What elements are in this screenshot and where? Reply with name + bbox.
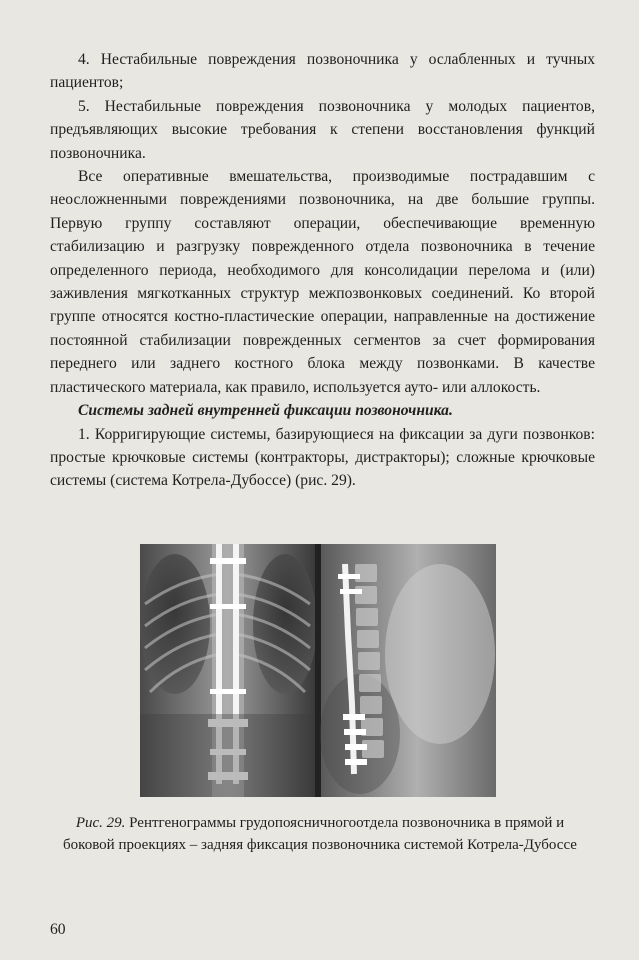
xray-image bbox=[140, 544, 496, 797]
lateral-radiograph bbox=[320, 544, 496, 797]
body-paragraph: Все оперативные вмешательства, производимые пострадавшим с неосложненными повреждениями позвоночника, на две большие группы. Первую группу составляют операции, обеспечивающие временную стабилизацию и разгрузку поврежденного отдела позвоночника в течение определенного периода, необходимого для консолидации перелома и (или) заживления мягкотканных структур межпозвонковых соединений. Ко второй группе относятся костно-пластические операции, направленные на достижение постоянной стабилизации поврежденных сегментов за счет формирования переднего или заднего костного блока между позвонками. В качестве пластического материала, как правило, используется ауто- или аллокость. bbox=[50, 168, 595, 396]
section-heading: Системы задней внутренней фиксации позвоночника. bbox=[78, 402, 453, 420]
xray-figure bbox=[140, 544, 496, 797]
figure-caption-text: Рентгенограммы грудопоясничногоотдела позвоночника в прямой и боковой проекциях – задняя фиксация позвоночника системой Котрела-Дубоссе bbox=[63, 815, 577, 853]
section-paragraph: 1. Корригирующие системы, базирующиеся на фиксации за дуги позвонков: простые крючковые системы (контракторы, дистракторы); сложные крючковые системы (система Котрела-Дубоссе) (рис. 29). bbox=[50, 425, 595, 490]
body-text bbox=[50, 48, 595, 493]
list-item-4: 4. Нестабильные повреждения позвоночника у ослабленных и тучных пациентов; bbox=[50, 51, 595, 92]
figure-caption bbox=[60, 812, 580, 856]
ap-radiograph bbox=[140, 544, 317, 797]
page-number: 60 bbox=[50, 921, 66, 938]
list-item-5: 5. Нестабильные повреждения позвоночника у молодых пациентов, предъявляющих высокие требования к степени восстановления функций позвоночника. bbox=[50, 97, 595, 162]
figure-label: Рис. 29. bbox=[75, 815, 126, 831]
